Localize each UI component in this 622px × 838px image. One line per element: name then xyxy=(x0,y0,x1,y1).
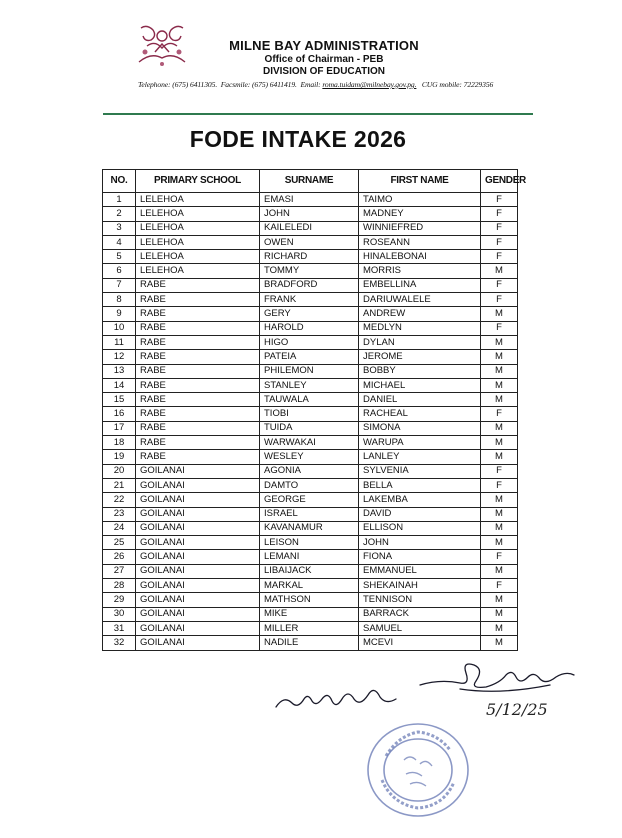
cell-gender: F xyxy=(481,407,518,421)
cell-primary-school: GOILANAI xyxy=(136,636,260,650)
cell-gender: M xyxy=(481,450,518,464)
cell-gender: M xyxy=(481,564,518,578)
table-row xyxy=(103,307,518,321)
cell-surname: MARKAL xyxy=(260,579,359,593)
table-row xyxy=(103,521,518,535)
cell-surname: TUIDA xyxy=(260,421,359,435)
cell-gender: M xyxy=(481,307,518,321)
cell-surname: WARWAKAI xyxy=(260,436,359,450)
cell-surname: OWEN xyxy=(260,235,359,249)
cell-gender: M xyxy=(481,264,518,278)
cell-no: 18 xyxy=(103,436,136,450)
cell-surname: TAUWALA xyxy=(260,393,359,407)
cell-first-name: RACHEAL xyxy=(359,407,481,421)
table-row xyxy=(103,636,518,650)
cell-no: 4 xyxy=(103,235,136,249)
cell-no: 28 xyxy=(103,579,136,593)
cell-primary-school: GOILANAI xyxy=(136,550,260,564)
table-row xyxy=(103,393,518,407)
table-row xyxy=(103,607,518,621)
email-address[interactable]: roma.tuidam@milnebay.gov.pg. xyxy=(322,80,417,89)
cell-first-name: BOBBY xyxy=(359,364,481,378)
table-row xyxy=(103,235,518,249)
table-row xyxy=(103,221,518,235)
cell-primary-school: GOILANAI xyxy=(136,564,260,578)
cell-first-name: BELLA xyxy=(359,478,481,492)
cell-first-name: WINNIEFRED xyxy=(359,221,481,235)
cell-gender: F xyxy=(481,221,518,235)
cell-first-name: MADNEY xyxy=(359,207,481,221)
cell-surname: BRADFORD xyxy=(260,278,359,292)
cell-gender: M xyxy=(481,593,518,607)
cell-primary-school: LELEHOA xyxy=(136,235,260,249)
cell-surname: LIBAIJACK xyxy=(260,564,359,578)
cell-primary-school: GOILANAI xyxy=(136,478,260,492)
cell-surname: GERY xyxy=(260,307,359,321)
cell-gender: F xyxy=(481,207,518,221)
cell-first-name: MORRIS xyxy=(359,264,481,278)
table-row xyxy=(103,193,518,207)
table-row xyxy=(103,421,518,435)
cell-first-name: JOHN xyxy=(359,536,481,550)
table-row xyxy=(103,321,518,335)
cell-no: 12 xyxy=(103,350,136,364)
cell-surname: FRANK xyxy=(260,293,359,307)
cell-primary-school: GOILANAI xyxy=(136,521,260,535)
cell-gender: F xyxy=(481,464,518,478)
cell-no: 2 xyxy=(103,207,136,221)
cell-no: 9 xyxy=(103,307,136,321)
cell-first-name: EMMANUEL xyxy=(359,564,481,578)
cell-surname: JOHN xyxy=(260,207,359,221)
signature-date: 5/12/25 xyxy=(486,700,548,719)
cell-surname: DAMTO xyxy=(260,478,359,492)
cell-surname: STANLEY xyxy=(260,378,359,392)
table-row xyxy=(103,593,518,607)
table-row xyxy=(103,450,518,464)
cell-primary-school: RABE xyxy=(136,321,260,335)
cell-first-name: HINALEBONAI xyxy=(359,250,481,264)
cell-primary-school: RABE xyxy=(136,436,260,450)
cell-first-name: WARUPA xyxy=(359,436,481,450)
cell-gender: M xyxy=(481,436,518,450)
intake-table xyxy=(102,169,526,651)
cell-gender: M xyxy=(481,364,518,378)
cell-primary-school: RABE xyxy=(136,378,260,392)
cell-primary-school: LELEHOA xyxy=(136,221,260,235)
cell-surname: PHILEMON xyxy=(260,364,359,378)
cell-no: 8 xyxy=(103,293,136,307)
cell-gender: M xyxy=(481,393,518,407)
table-row xyxy=(103,293,518,307)
cell-primary-school: RABE xyxy=(136,421,260,435)
cell-first-name: BARRACK xyxy=(359,607,481,621)
table-row xyxy=(103,250,518,264)
cell-primary-school: GOILANAI xyxy=(136,607,260,621)
cell-first-name: MICHAEL xyxy=(359,378,481,392)
cell-first-name: LAKEMBA xyxy=(359,493,481,507)
cell-primary-school: RABE xyxy=(136,278,260,292)
cell-surname: HAROLD xyxy=(260,321,359,335)
page-title: FODE INTAKE 2026 xyxy=(189,126,407,152)
cell-surname: ISRAEL xyxy=(260,507,359,521)
header-no: NO. xyxy=(103,170,136,193)
cell-first-name: DANIEL xyxy=(359,393,481,407)
cell-no: 7 xyxy=(103,278,136,292)
cell-no: 10 xyxy=(103,321,136,335)
cell-surname: MIKE xyxy=(260,607,359,621)
cell-no: 3 xyxy=(103,221,136,235)
table-row xyxy=(103,579,518,593)
table-row xyxy=(103,550,518,564)
cell-gender: F xyxy=(481,478,518,492)
table-body xyxy=(103,193,518,651)
email-label: Email: xyxy=(300,80,321,89)
cell-gender: F xyxy=(481,293,518,307)
cell-surname: RICHARD xyxy=(260,250,359,264)
cell-no: 23 xyxy=(103,507,136,521)
table-row xyxy=(103,536,518,550)
cell-surname: PATEIA xyxy=(260,350,359,364)
cell-first-name: DYLAN xyxy=(359,335,481,349)
cell-primary-school: LELEHOA xyxy=(136,193,260,207)
cell-no: 11 xyxy=(103,335,136,349)
cell-primary-school: RABE xyxy=(136,450,260,464)
table-row xyxy=(103,264,518,278)
cell-surname: KAILELEDI xyxy=(260,221,359,235)
cell-surname: TIOBI xyxy=(260,407,359,421)
cell-surname: EMASI xyxy=(260,193,359,207)
cell-no: 24 xyxy=(103,521,136,535)
header-gender: GENDER xyxy=(481,170,518,193)
cell-gender: F xyxy=(481,250,518,264)
cell-primary-school: LELEHOA xyxy=(136,207,260,221)
cell-primary-school: RABE xyxy=(136,335,260,349)
table-row xyxy=(103,278,518,292)
cell-no: 31 xyxy=(103,621,136,635)
cell-no: 27 xyxy=(103,564,136,578)
header-first-name: FIRST NAME xyxy=(359,170,481,193)
table-row xyxy=(103,621,518,635)
office-name: Office of Chairman - PEB xyxy=(264,54,384,65)
facsimile: Facsmile: (675) 6411419. xyxy=(220,80,297,89)
cell-first-name: MCEVI xyxy=(359,636,481,650)
cell-gender: M xyxy=(481,335,518,349)
cell-gender: M xyxy=(481,507,518,521)
table-row xyxy=(103,507,518,521)
cell-first-name: TENNISON xyxy=(359,593,481,607)
cell-gender: F xyxy=(481,235,518,249)
cell-first-name: FIONA xyxy=(359,550,481,564)
cell-primary-school: GOILANAI xyxy=(136,464,260,478)
table-row xyxy=(103,436,518,450)
table-row xyxy=(103,564,518,578)
cell-no: 1 xyxy=(103,193,136,207)
cell-primary-school: RABE xyxy=(136,307,260,321)
cell-gender: M xyxy=(481,421,518,435)
cell-no: 5 xyxy=(103,250,136,264)
cell-first-name: ANDREW xyxy=(359,307,481,321)
cell-gender: M xyxy=(481,536,518,550)
cell-gender: M xyxy=(481,521,518,535)
cell-surname: WESLEY xyxy=(260,450,359,464)
cell-first-name: DAVID xyxy=(359,507,481,521)
table-row xyxy=(103,464,518,478)
table-row xyxy=(103,378,518,392)
cell-gender: M xyxy=(481,621,518,635)
cell-gender: M xyxy=(481,636,518,650)
organization-name: MILNE BAY ADMINISTRATION xyxy=(229,38,419,53)
cell-first-name: ELLISON xyxy=(359,521,481,535)
table-row xyxy=(103,364,518,378)
cell-gender: F xyxy=(481,321,518,335)
cell-no: 21 xyxy=(103,478,136,492)
cell-primary-school: RABE xyxy=(136,407,260,421)
cell-no: 14 xyxy=(103,378,136,392)
cell-primary-school: GOILANAI xyxy=(136,507,260,521)
telephone: Telephone: (675) 6411305. xyxy=(138,80,218,89)
cell-no: 26 xyxy=(103,550,136,564)
cell-no: 16 xyxy=(103,407,136,421)
cell-first-name: SIMONA xyxy=(359,421,481,435)
cell-surname: KAVANAMUR xyxy=(260,521,359,535)
cell-primary-school: RABE xyxy=(136,393,260,407)
header-primary-school: PRIMARY SCHOOL xyxy=(136,170,260,193)
cell-no: 19 xyxy=(103,450,136,464)
cell-primary-school: RABE xyxy=(136,364,260,378)
cell-first-name: TAIMO xyxy=(359,193,481,207)
cell-no: 13 xyxy=(103,364,136,378)
cell-gender: M xyxy=(481,607,518,621)
table-row xyxy=(103,478,518,492)
cell-primary-school: RABE xyxy=(136,293,260,307)
cell-gender: F xyxy=(481,193,518,207)
cell-surname: MATHSON xyxy=(260,593,359,607)
cell-surname: AGONIA xyxy=(260,464,359,478)
official-stamp xyxy=(364,720,472,820)
header-surname: SURNAME xyxy=(260,170,359,193)
cell-first-name: SYLVENIA xyxy=(359,464,481,478)
table-header-row xyxy=(103,170,518,193)
contact-line xyxy=(138,80,493,89)
cell-first-name: MEDLYN xyxy=(359,321,481,335)
table-row xyxy=(103,350,518,364)
cell-no: 17 xyxy=(103,421,136,435)
cell-no: 22 xyxy=(103,493,136,507)
cell-first-name: SHEKAINAH xyxy=(359,579,481,593)
cell-surname: HIGO xyxy=(260,335,359,349)
cell-no: 20 xyxy=(103,464,136,478)
cell-primary-school: LELEHOA xyxy=(136,264,260,278)
cell-primary-school: GOILANAI xyxy=(136,593,260,607)
table-row xyxy=(103,335,518,349)
cell-surname: NADILE xyxy=(260,636,359,650)
cell-surname: GEORGE xyxy=(260,493,359,507)
cell-gender: F xyxy=(481,579,518,593)
cell-gender: M xyxy=(481,378,518,392)
cell-first-name: JEROME xyxy=(359,350,481,364)
header-divider xyxy=(103,113,533,115)
cell-surname: LEMANI xyxy=(260,550,359,564)
cell-first-name: SAMUEL xyxy=(359,621,481,635)
cell-no: 15 xyxy=(103,393,136,407)
cell-gender: M xyxy=(481,350,518,364)
cell-no: 30 xyxy=(103,607,136,621)
cell-surname: MILLER xyxy=(260,621,359,635)
cell-no: 32 xyxy=(103,636,136,650)
cell-first-name: EMBELLINA xyxy=(359,278,481,292)
cell-gender: F xyxy=(481,278,518,292)
cell-surname: LEISON xyxy=(260,536,359,550)
cell-primary-school: RABE xyxy=(136,350,260,364)
cell-surname: TOMMY xyxy=(260,264,359,278)
cell-gender: F xyxy=(481,550,518,564)
cell-no: 29 xyxy=(103,593,136,607)
table-row xyxy=(103,207,518,221)
cell-primary-school: LELEHOA xyxy=(136,250,260,264)
cell-first-name: DARIUWALELE xyxy=(359,293,481,307)
division-name: DIVISION OF EDUCATION xyxy=(262,66,386,77)
mobile: CUG mobile: 72229356 xyxy=(421,80,494,89)
table-row xyxy=(103,407,518,421)
cell-primary-school: GOILANAI xyxy=(136,493,260,507)
cell-no: 25 xyxy=(103,536,136,550)
cell-first-name: LANLEY xyxy=(359,450,481,464)
cell-primary-school: GOILANAI xyxy=(136,621,260,635)
cell-first-name: ROSEANN xyxy=(359,235,481,249)
cell-no: 6 xyxy=(103,264,136,278)
cell-primary-school: GOILANAI xyxy=(136,579,260,593)
table-row xyxy=(103,493,518,507)
cell-primary-school: GOILANAI xyxy=(136,536,260,550)
cell-gender: M xyxy=(481,493,518,507)
